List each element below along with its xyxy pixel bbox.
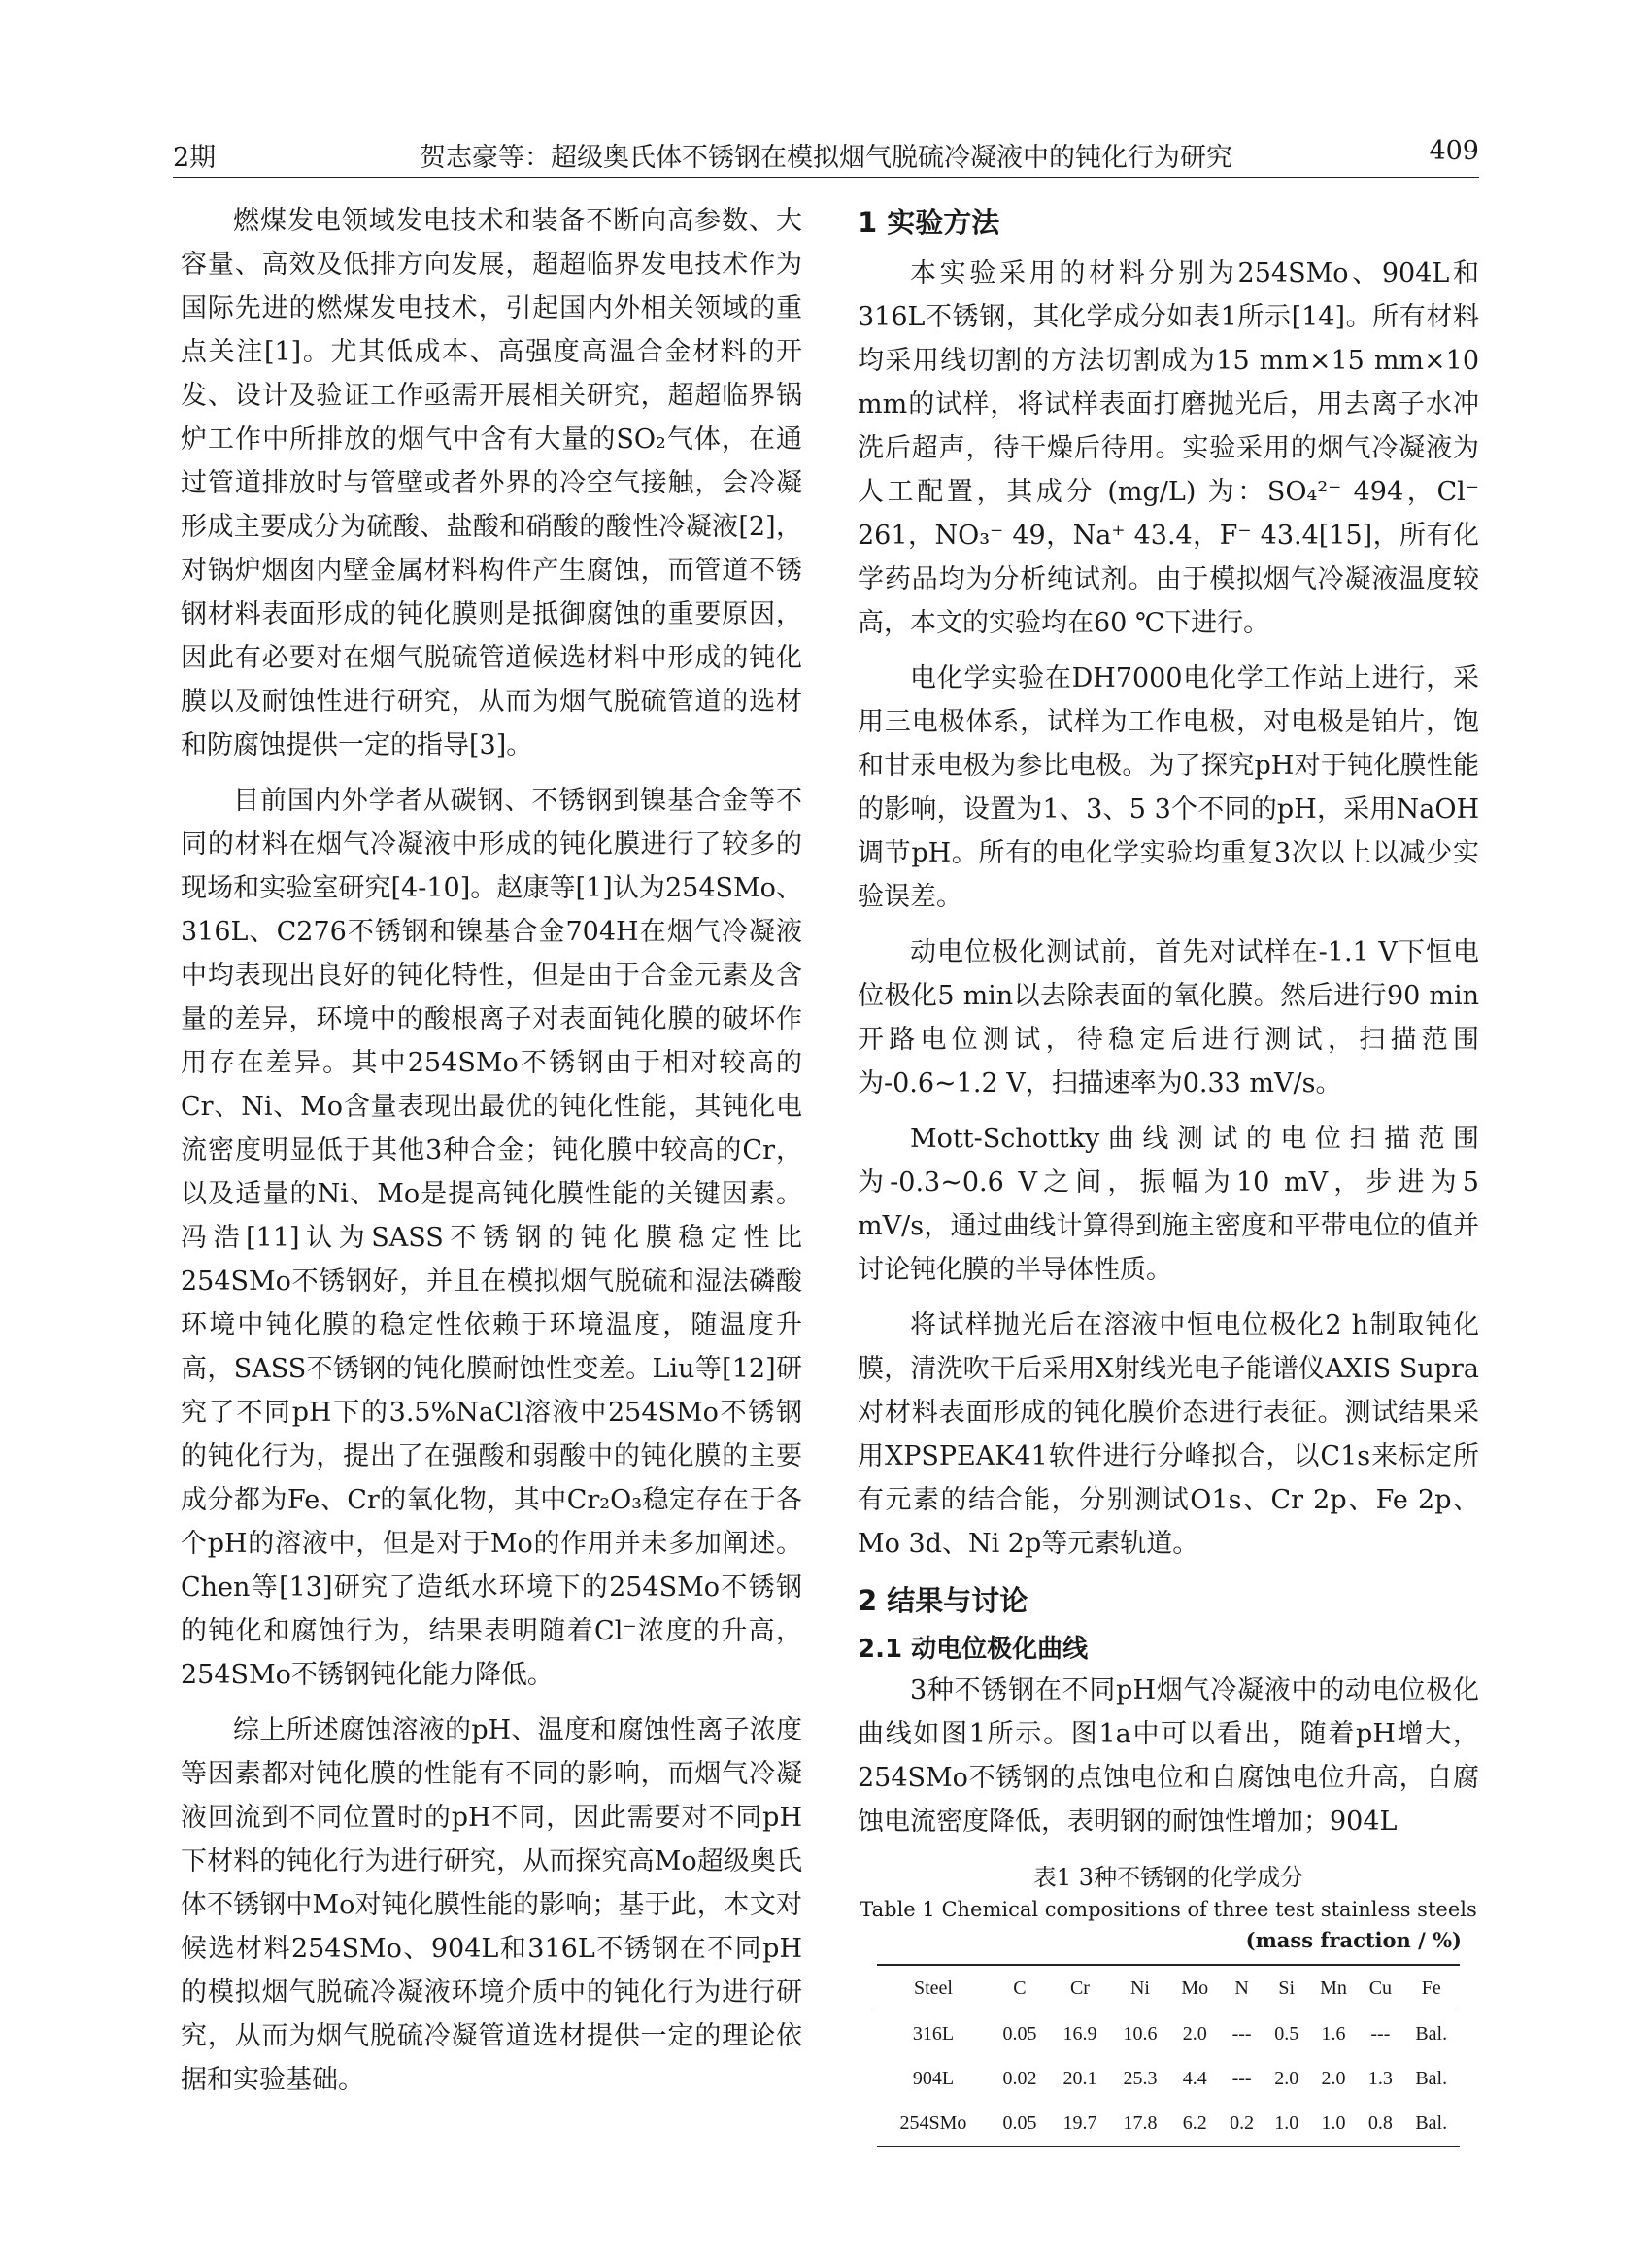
table-cell: 0.8 [1367,2112,1393,2134]
table-cell: 10.6 [1123,2022,1158,2044]
table-cell: 25.3 [1123,2067,1158,2089]
column-header: Si [1278,1977,1296,1999]
table-cell: 1.0 [1274,2112,1299,2134]
issue-label: 2期 [173,143,217,173]
table-cell: Bal. [1415,2067,1448,2089]
table-cell: --- [1370,2022,1391,2044]
column-header: Ni [1129,1977,1150,1999]
column-header: Cu [1368,1977,1393,1999]
chemical-composition-table [877,1964,1460,2147]
column-header: Fe [1421,1977,1441,1999]
table-row [877,2011,1460,2057]
methods-paragraph-5: 将试样抛光后在溶液中恒电位极化2 h制取钝化膜，清洗吹干后采用X射线光电子能谱仪AXIS Supra对材料表面形成的钝化膜价态进行表征。测试结果采用XPSPEAK41软件进行分峰拟合，以C1s来标定所有元素的结合能，分别测试O1s、Cr 2p、Fe 2p、Mo 3d、Ni 2p等元素轨道。 [858,1310,1479,1559]
subsection-2-1-heading: 2.1 动电位极化曲线 [858,1635,1089,1664]
table-row [877,2056,1460,2101]
section-1-heading: 1 实验方法 [858,206,1000,239]
running-title: 贺志豪等：超级奥氏体不锈钢在模拟烟气脱硫冷凝液中的钝化行为研究 [420,143,1232,173]
table-cell: 17.8 [1123,2112,1158,2134]
table-cell: Bal. [1415,2112,1448,2134]
table-cell: 16.9 [1062,2022,1097,2044]
table-cell: 2.0 [1182,2022,1207,2044]
results-paragraph-1: 3种不锈钢在不同pH烟气冷凝液中的动电位极化曲线如图1所示。图1a中可以看出，随着pH增大，254SMo不锈钢的点蚀电位和自腐蚀电位升高，自腐蚀电流密度降低，表明钢的耐蚀性增加；904L [858,1675,1479,1837]
left-column [181,199,802,2102]
intro-paragraph-3: 综上所述腐蚀溶液的pH、温度和腐蚀性离子浓度等因素都对钝化膜的性能有不同的影响，而烟气冷凝液回流到不同位置时的pH不同，因此需要对不同pH下材料的钝化行为进行研究，从而探究高Mo超级奥氏体不锈钢中Mo对钝化膜性能的影响；基于此，本文对候选材料254SMo、904L和316L不锈钢在不同pH的模拟烟气脱硫冷凝液环境介质中的钝化行为进行研究，从而为烟气脱硫冷凝管道选材提供一定的理论依据和实验基础。 [181,1715,802,2095]
table-cell: 4.4 [1182,2067,1207,2089]
table-cell: --- [1231,2067,1252,2089]
methods-paragraph-2: 电化学实验在DH7000电化学工作站上进行，采用三电极体系，试样为工作电极，对电极是铂片，饱和甘汞电极为参比电极。为了探究pH对于钝化膜性能的影响，设置为1、3、5 3个不同的pH，采用NaOH调节pH。所有的电化学实验均重复3次以上以减少实验误差。 [858,663,1479,912]
table-header-row [877,1965,1460,2011]
header-rule [173,177,1479,178]
running-header [173,136,1479,175]
methods-paragraph-4: Mott-Schottky曲线测试的电位扫描范围为-0.3~0.6 V之间，振幅为10 mV，步进为5 mV/s，通过曲线计算得到施主密度和平带电位的值并讨论钝化膜的半导体性质。 [858,1124,1479,1285]
table-cell: 316L [912,2022,955,2044]
table-cell: 19.7 [1062,2112,1097,2134]
intro-paragraph-2: 目前国内外学者从碳钢、不锈钢到镍基合金等不同的材料在烟气冷凝液中形成的钝化膜进行了较多的现场和实验室研究[4-10]。赵康等[1]认为254SMo、316L、C276不锈钢和镍基合金704H在烟气冷凝液中均表现出良好的钝化特性，但是由于合金元素及含量的差异，环境中的酸根离子对表面钝化膜的破坏作用存在差异。其中254SMo不锈钢由于相对较高的Cr、Ni、Mo含量表现出最优的钝化性能，其钝化电流密度明显低于其他3种合金；钝化膜中较高的Cr，以及适量的Ni、Mo是提高钝化膜性能的关键因素。冯浩[11]认为SASS不锈钢的钝化膜稳定性比254SMo不锈钢好，并且在模拟烟气脱硫和湿法磷酸环境中钝化膜的稳定性依赖于环境温度，随温度升高，SASS不锈钢的钝化膜耐蚀性变差。Liu等[12]研究了不同pH下的3.5%NaCl溶液中254SMo不锈钢的钝化行为，提出了在强酸和弱酸中的钝化膜的主要成分都为Fe、Cr的氧化物，其中Cr₂O₃稳定存在于各个pH的溶液中，但是对于Mo的作用并未多加阐述。Chen等[13]研究了造纸水环境下的254SMo不锈钢的钝化和腐蚀行为，结果表明随着Cl⁻浓度的升高，254SMo不锈钢钝化能力降低。 [181,786,802,1690]
table-cell: 2.0 [1274,2067,1299,2089]
table-1-unit: (mass fraction / %) [1245,1928,1462,1952]
column-header: Mo [1181,1977,1209,1999]
table-cell: 1.0 [1321,2112,1346,2134]
table-cell: 0.2 [1230,2112,1255,2134]
table-1-title-en: Table 1 Chemical compositions of three test stainless steels [860,1898,1477,1921]
table-cell: 0.05 [1002,2112,1037,2134]
column-header: N [1234,1977,1249,1999]
table-cell: 0.5 [1274,2022,1299,2044]
table-row [877,2101,1460,2146]
table-cell: 0.05 [1002,2022,1037,2044]
table-cell: 20.1 [1062,2067,1097,2089]
table-cell: --- [1231,2022,1252,2044]
column-header: Steel [913,1977,953,1999]
methods-paragraph-1: 本实验采用的材料分别为254SMo、904L和316L不锈钢，其化学成分如表1所示[14]。所有材料均采用线切割的方法切割成为15 mm×15 mm×10 mm的试样，将试样表面打磨抛光后，用去离子水冲洗后超声，待干燥后待用。实验采用的烟气冷凝液为人工配置，其成分 (mg/L) 为：SO₄²⁻ 494，Cl⁻ 261，NO₃⁻ 49，Na⁺ 43.4，F⁻ 43.4[15]，所有化学药品均为分析纯试剂。由于模拟烟气冷凝液温度较高，本文的实验均在60 ℃下进行。 [858,258,1479,638]
table-cell: 0.02 [1002,2067,1037,2089]
section-2-heading: 2 结果与讨论 [858,1584,1028,1617]
table-cell: 1.3 [1367,2067,1393,2089]
table-cell: 254SMo [899,2112,967,2134]
table-1-title-cn: 表1 3种不锈钢的化学成分 [1032,1864,1304,1891]
right-column [858,199,1479,2147]
table-cell: Bal. [1415,2022,1448,2044]
column-header: Mn [1320,1977,1347,1999]
table-cell: 1.6 [1321,2022,1346,2044]
table-cell: 2.0 [1321,2067,1346,2089]
table-cell: 904L [912,2067,955,2089]
methods-paragraph-3: 动电位极化测试前，首先对试样在-1.1 V下恒电位极化5 min以去除表面的氧化膜。然后进行90 min开路电位测试，待稳定后进行测试，扫描范围为-0.6~1.2 V，扫描速率为0.33 mV/s。 [858,937,1479,1098]
table-cell: 6.2 [1182,2112,1207,2134]
intro-paragraph-1: 燃煤发电领域发电技术和装备不断向高参数、大容量、高效及低排方向发展，超超临界发电技术作为国际先进的燃煤发电技术，引起国内外相关领域的重点关注[1]。尤其低成本、高强度高温合金材料的开发、设计及验证工作亟需开展相关研究，超超临界锅炉工作中所排放的烟气中含有大量的SO₂气体，在通过管道排放时与管壁或者外界的冷空气接触，会冷凝形成主要成分为硫酸、盐酸和硝酸的酸性冷凝液[2]，对锅炉烟囱内壁金属材料构件产生腐蚀，而管道不锈钢材料表面形成的钝化膜则是抵御腐蚀的重要原因，因此有必要对在烟气脱硫管道候选材料中形成的钝化膜以及耐蚀性进行研究，从而为烟气脱硫管道的选材和防腐蚀提供一定的指导[3]。 [181,206,802,760]
column-header: C [1013,1977,1027,1999]
column-header: Cr [1069,1977,1090,1999]
page-number: 409 [1429,136,1479,166]
